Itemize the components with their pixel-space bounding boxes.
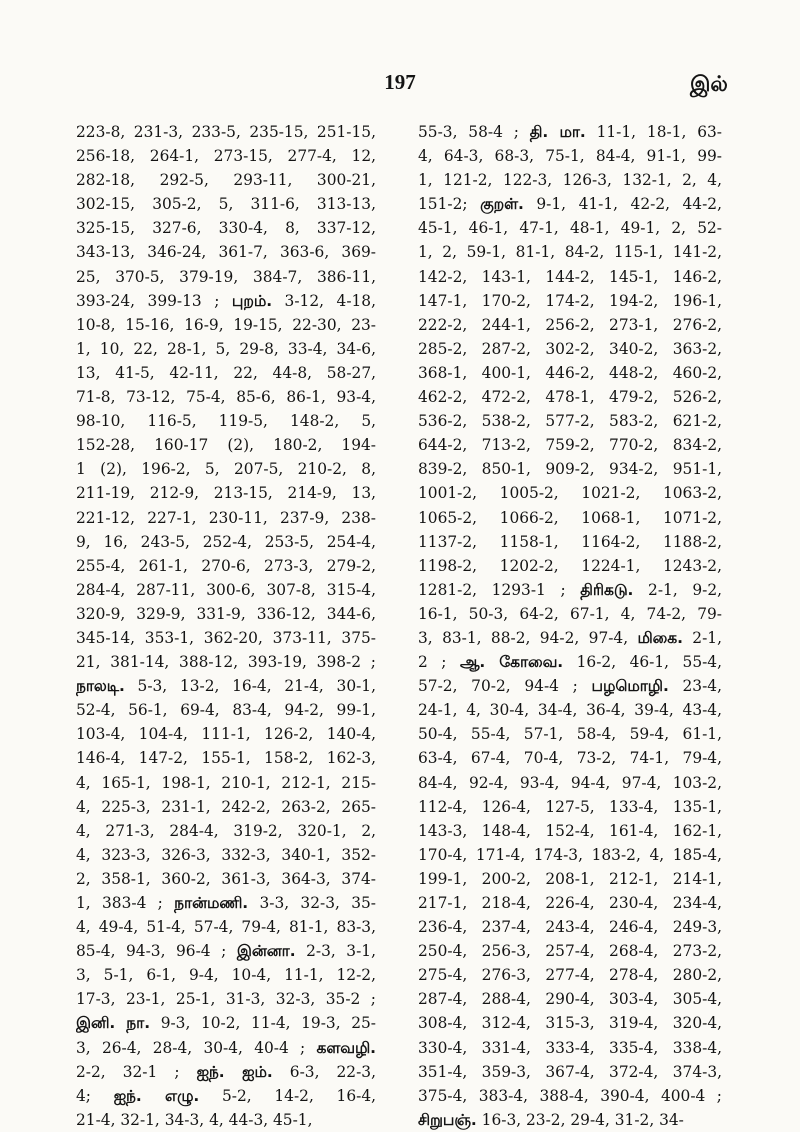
index-line: 4, 323-3, 326-3, 332-3, 340-1, 352- <box>76 845 376 864</box>
work-abbreviation: மிகை. <box>637 628 683 647</box>
index-line: 345-14, 353-1, 362-20, 373-11, 375- <box>76 628 376 647</box>
index-line: 13, 41-5, 42-11, 22, 44-8, 58-27, <box>76 363 376 382</box>
work-abbreviation: ஐந். ஐம். <box>196 1062 273 1081</box>
index-line: 282-18, 292-5, 293-11, 300-21, <box>76 171 376 190</box>
index-line: 3, 26-4, 28-4, 30-4, 40-4 ; களவழி. <box>76 1038 376 1057</box>
index-line: 9, 16, 243-5, 252-4, 253-5, 254-4, <box>76 532 376 551</box>
index-line: 4, 64-3, 68-3, 75-1, 84-4, 91-1, 99- <box>418 147 722 166</box>
index-line: 142-2, 143-1, 144-2, 145-1, 146-2, <box>418 267 722 286</box>
index-line: 1137-2, 1158-1, 1164-2, 1188-2, <box>418 532 722 551</box>
index-line: 223-8, 231-3, 233-5, 235-15, 251-15, <box>76 123 376 141</box>
index-line: 147-1, 170-2, 174-2, 194-2, 196-1, <box>418 291 722 310</box>
index-line: 143-3, 148-4, 152-4, 161-4, 162-1, <box>418 821 722 840</box>
left-column <box>76 120 376 1132</box>
index-line: 146-4, 147-2, 155-1, 158-2, 162-3, <box>76 749 376 768</box>
index-line: 375-4, 383-4, 388-4, 390-4, 400-4 ; <box>418 1086 722 1105</box>
index-line: 255-4, 261-1, 270-6, 273-3, 279-2, <box>76 556 376 575</box>
work-abbreviation: ஐந். எழு. <box>113 1086 200 1105</box>
work-abbreviation: சிறுபஞ். <box>418 1110 477 1129</box>
index-line: 2, 358-1, 360-2, 361-3, 364-3, 374- <box>76 869 376 888</box>
right-column <box>418 120 722 1132</box>
index-line: 4; ஐந். எழு. 5-2, 14-2, 16-4, <box>76 1086 376 1105</box>
index-line: 71-8, 73-12, 75-4, 85-6, 86-1, 93-4, <box>76 388 376 407</box>
index-line: 199-1, 200-2, 208-1, 212-1, 214-1, <box>418 869 722 888</box>
work-abbreviation: பழமொழி. <box>591 677 669 696</box>
index-line: சிறுபஞ். 16-3, 23-2, 29-4, 31-2, 34- <box>418 1110 684 1129</box>
index-line: நாலடி. 5-3, 13-2, 16-4, 21-4, 30-1, <box>76 677 376 696</box>
work-abbreviation: தி. மா. <box>529 123 586 141</box>
index-line: இனி. நா. 9-3, 10-2, 11-4, 19-3, 25- <box>76 1014 376 1033</box>
index-line: 1, 2, 59-1, 81-1, 84-2, 115-1, 141-2, <box>418 243 722 262</box>
index-line: 325-15, 327-6, 330-4, 8, 337-12, <box>76 219 376 238</box>
work-abbreviation: இன்னா. <box>236 942 296 961</box>
index-line: 4, 49-4, 51-4, 57-4, 79-4, 81-1, 83-3, <box>76 918 376 937</box>
index-line: 24-1, 4, 30-4, 34-4, 36-4, 39-4, 43-4, <box>418 701 722 720</box>
index-line: 368-1, 400-1, 446-2, 448-2, 460-2, <box>418 363 722 382</box>
index-line: 50-4, 55-4, 57-1, 58-4, 59-4, 61-1, <box>418 725 722 744</box>
index-line: 10-8, 15-16, 16-9, 19-15, 22-30, 23- <box>76 315 376 334</box>
index-line: 21, 381-14, 388-12, 393-19, 398-2 ; <box>76 653 376 672</box>
index-line: 222-2, 244-1, 256-2, 273-1, 276-2, <box>418 315 722 334</box>
index-line: 343-13, 346-24, 361-7, 363-6, 369- <box>76 243 376 262</box>
index-line: 308-4, 312-4, 315-3, 319-4, 320-4, <box>418 1014 722 1033</box>
index-line: 302-15, 305-2, 5, 311-6, 313-13, <box>76 195 376 214</box>
index-line: 4, 165-1, 198-1, 210-1, 212-1, 215- <box>76 773 376 792</box>
index-line: 25, 370-5, 379-19, 384-7, 386-11, <box>76 267 376 286</box>
index-line: 236-4, 237-4, 243-4, 246-4, 249-3, <box>418 918 722 937</box>
index-line: 462-2, 472-2, 478-1, 479-2, 526-2, <box>418 388 722 407</box>
index-line: 112-4, 126-4, 127-5, 133-4, 135-1, <box>418 797 722 816</box>
index-line: 21-4, 32-1, 34-3, 4, 44-3, 45-1, <box>76 1110 313 1129</box>
work-abbreviation: குறள். <box>480 195 524 214</box>
index-line: 2-2, 32-1 ; ஐந். ஐம். 6-3, 22-3, <box>76 1062 376 1081</box>
index-line: 16-1, 50-3, 64-2, 67-1, 4, 74-2, 79- <box>418 604 722 623</box>
index-line: 4, 225-3, 231-1, 242-2, 263-2, 265- <box>76 797 376 816</box>
index-line: 17-3, 23-1, 25-1, 31-3, 32-3, 35-2 ; <box>76 990 376 1009</box>
index-line: 221-12, 227-1, 230-11, 237-9, 238- <box>76 508 376 527</box>
work-abbreviation: திரிகடு. <box>580 580 634 599</box>
index-line: 217-1, 218-4, 226-4, 230-4, 234-4, <box>418 894 722 912</box>
index-line: 152-28, 160-17 (2), 180-2, 194- <box>76 436 376 455</box>
work-abbreviation: களவழி. <box>316 1038 376 1057</box>
index-line: 1, 121-2, 122-3, 126-3, 132-1, 2, 4, <box>418 171 722 190</box>
index-line: 3, 83-1, 88-2, 94-2, 97-4, மிகை. 2-1, <box>418 628 722 647</box>
index-line: 393-24, 399-13 ; புறம். 3-12, 4-18, <box>76 291 376 310</box>
index-line: 170-4, 171-4, 174-3, 183-2, 4, 185-4, <box>418 845 722 864</box>
index-line: 57-2, 70-2, 94-4 ; பழமொழி. 23-4, <box>418 677 722 696</box>
index-line: 250-4, 256-3, 257-4, 268-4, 273-2, <box>418 942 722 961</box>
index-line: 351-4, 359-3, 367-4, 372-4, 374-3, <box>418 1062 722 1081</box>
index-line: 2 ; ஆ. கோவை. 16-2, 46-1, 55-4, <box>418 653 722 672</box>
index-line: 211-19, 212-9, 213-15, 214-9, 13, <box>76 484 376 503</box>
index-line: 1 (2), 196-2, 5, 207-5, 210-2, 8, <box>76 460 376 479</box>
index-line: 275-4, 276-3, 277-4, 278-4, 280-2, <box>418 966 722 985</box>
index-line: 45-1, 46-1, 47-1, 48-1, 49-1, 2, 52- <box>418 219 722 238</box>
index-line: 330-4, 331-4, 333-4, 335-4, 338-4, <box>418 1038 722 1057</box>
work-abbreviation: புறம். <box>231 291 273 310</box>
index-line: 285-2, 287-2, 302-2, 340-2, 363-2, <box>418 339 722 358</box>
index-line: 84-4, 92-4, 93-4, 94-4, 97-4, 103-2, <box>418 773 722 792</box>
index-line: 55-3, 58-4 ; தி. மா. 11-1, 18-1, 63- <box>418 123 722 141</box>
index-line: 320-9, 329-9, 331-9, 336-12, 344-6, <box>76 604 376 623</box>
work-abbreviation: நான்மணி. <box>174 894 249 912</box>
index-line: 1198-2, 1202-2, 1224-1, 1243-2, <box>418 556 722 575</box>
index-line: 4, 271-3, 284-4, 319-2, 320-1, 2, <box>76 821 376 840</box>
index-line: 536-2, 538-2, 577-2, 583-2, 621-2, <box>418 412 722 431</box>
index-line: 63-4, 67-4, 70-4, 73-2, 74-1, 79-4, <box>418 749 722 768</box>
index-line: 3, 5-1, 6-1, 9-4, 10-4, 11-1, 12-2, <box>76 966 376 985</box>
index-line: 839-2, 850-1, 909-2, 934-2, 951-1, <box>418 460 722 479</box>
index-line: 1, 383-4 ; நான்மணி. 3-3, 32-3, 35- <box>76 894 376 912</box>
work-abbreviation: ஆ. கோவை. <box>459 653 564 672</box>
page-number: 197 <box>384 70 416 94</box>
index-line: 1001-2, 1005-2, 1021-2, 1063-2, <box>418 484 722 503</box>
index-line: 1, 10, 22, 28-1, 5, 29-8, 33-4, 34-6, <box>76 339 376 358</box>
index-line: 98-10, 116-5, 119-5, 148-2, 5, <box>76 412 376 431</box>
index-line: 644-2, 713-2, 759-2, 770-2, 834-2, <box>418 436 722 455</box>
index-line: 284-4, 287-11, 300-6, 307-8, 315-4, <box>76 580 376 599</box>
index-line: 103-4, 104-4, 111-1, 126-2, 140-4, <box>76 725 376 744</box>
index-line: 52-4, 56-1, 69-4, 83-4, 94-2, 99-1, <box>76 701 376 720</box>
work-abbreviation: நாலடி. <box>76 677 125 696</box>
index-line: 1065-2, 1066-2, 1068-1, 1071-2, <box>418 508 722 527</box>
index-line: 1281-2, 1293-1 ; திரிகடு. 2-1, 9-2, <box>418 580 722 599</box>
work-abbreviation: இனி. நா. <box>76 1014 151 1033</box>
index-line: 151-2; குறள். 9-1, 41-1, 42-2, 44-2, <box>418 195 722 214</box>
index-line: 287-4, 288-4, 290-4, 303-4, 305-4, <box>418 990 722 1009</box>
running-head: இல் <box>690 72 728 96</box>
index-line: 256-18, 264-1, 273-15, 277-4, 12, <box>76 147 376 166</box>
index-line: 85-4, 94-3, 96-4 ; இன்னா. 2-3, 3-1, <box>76 942 376 961</box>
